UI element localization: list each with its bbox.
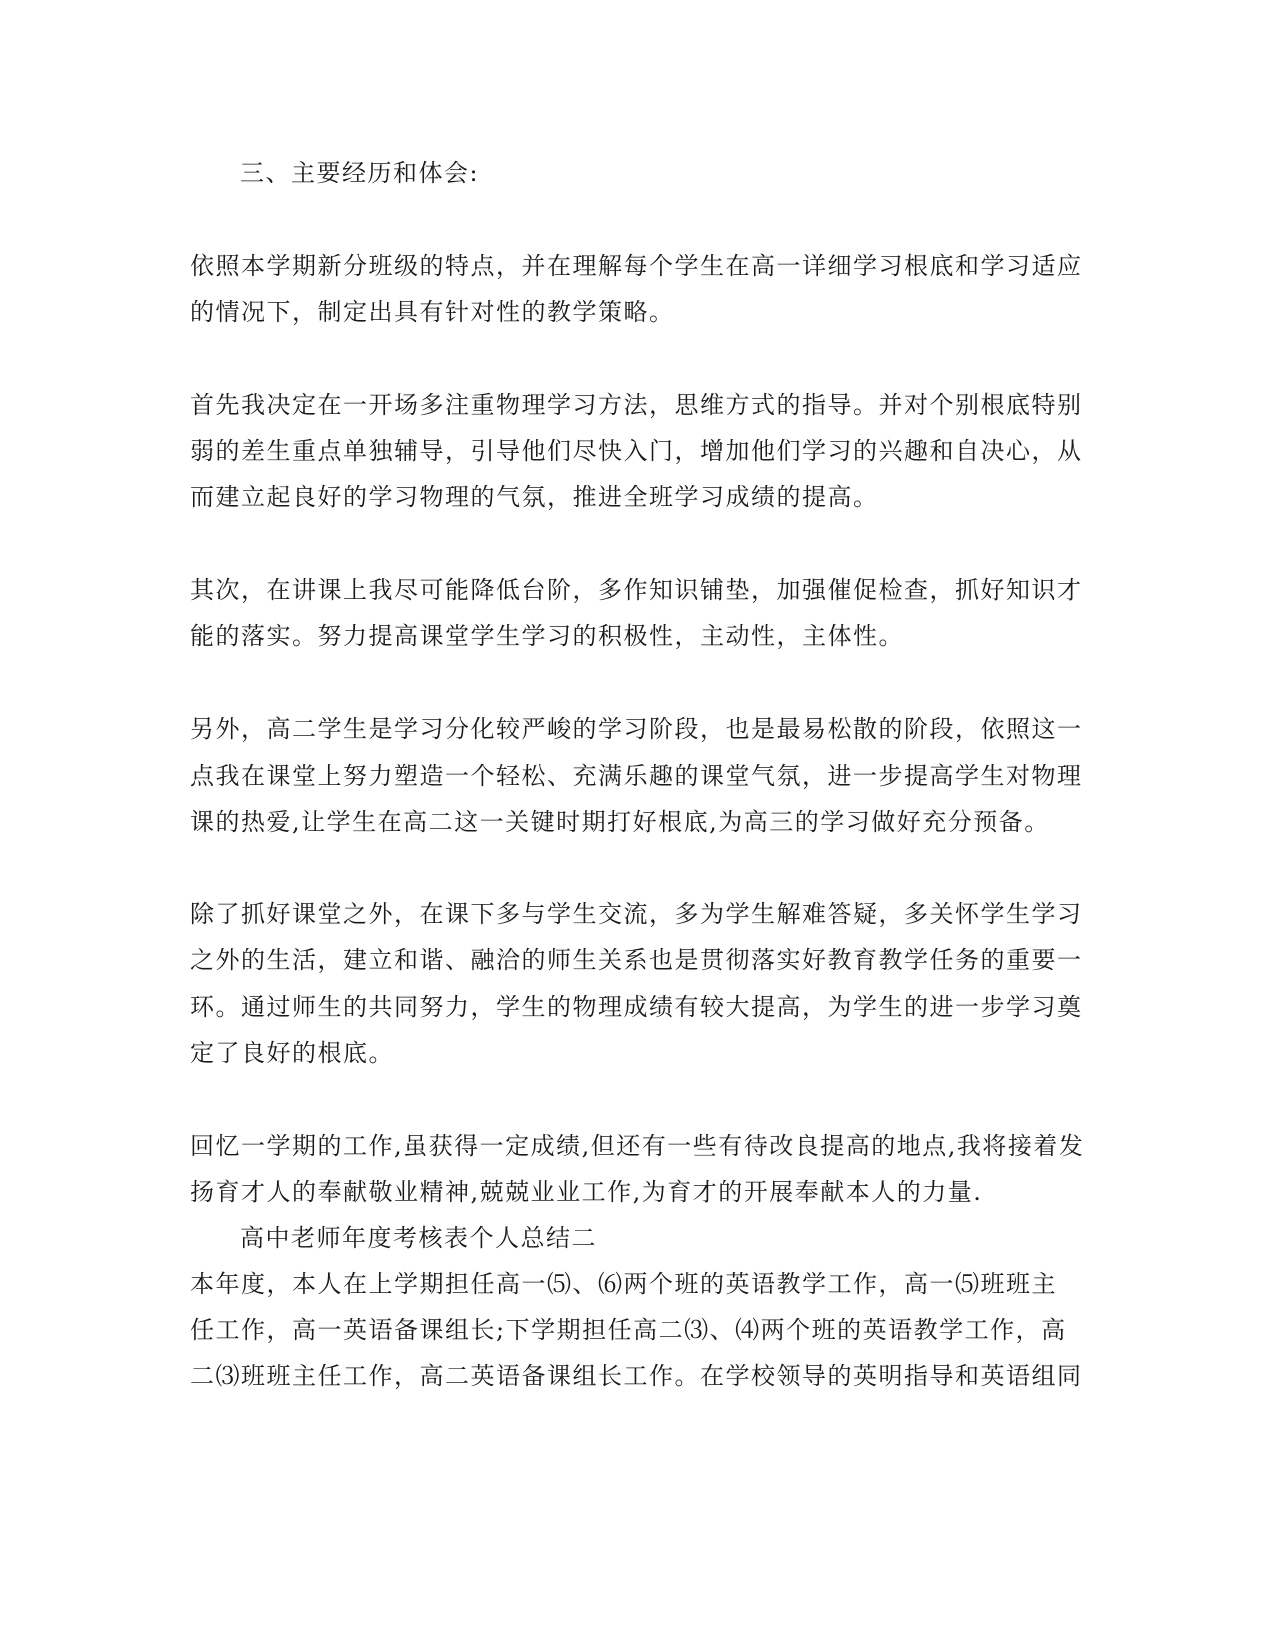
paragraph-line: 回忆一学期的工作,虽获得一定成绩,但还有一些有待改良提高的地点,我将接着发	[190, 1132, 1085, 1160]
paragraph-line: 任工作，高一英语备课组长;下学期担任高二⑶、⑷两个班的英语教学工作，高	[190, 1316, 1067, 1344]
paragraph-line: 除了抓好课堂之外，在课下多与学生交流，多为学生解难答疑，多关怀学生学习	[190, 900, 1083, 928]
paragraph-line: 环。通过师生的共同努力，学生的物理成绩有较大提高，为学生的进一步学习奠	[190, 993, 1083, 1021]
paragraph-line: 扬育才人的奉献敬业精神,兢兢业业工作,为育才的开展奉献本人的力量.	[190, 1178, 983, 1206]
paragraph-line: 弱的差生重点单独辅导，引导他们尽快入门，增加他们学习的兴趣和自决心，从	[190, 437, 1083, 465]
paragraph-line: 的情况下，制定出具有针对性的教学策略。	[190, 298, 675, 326]
paragraph-line: 另外，高二学生是学习分化较严峻的学习阶段，也是最易松散的阶段，依照这一	[190, 715, 1083, 743]
paragraph-line: 依照本学期新分班级的特点，并在理解每个学生在高一详细学习根底和学习适应	[190, 252, 1083, 280]
paragraph-line: 其次，在讲课上我尽可能降低台阶，多作知识铺垫，加强催促检查，抓好知识才	[190, 576, 1083, 604]
paragraph-line: 课的热爱,让学生在高二这一关键时期打好根底,为高三的学习做好充分预备。	[190, 808, 1050, 836]
paragraph-line: 二⑶班班主任工作，高二英语备课组长工作。在学校领导的英明指导和英语组同	[190, 1362, 1083, 1390]
paragraph-line: 定了良好的根底。	[190, 1039, 394, 1067]
paragraph-line: 点我在课堂上努力塑造一个轻松、充满乐趣的课堂气氛，进一步提高学生对物理	[190, 762, 1083, 790]
section-heading: 三、主要经历和体会:	[240, 159, 480, 187]
section-title: 高中老师年度考核表个人总结二	[240, 1224, 597, 1252]
paragraph-line: 首先我决定在一开场多注重物理学习方法，思维方式的指导。并对个别根底特别	[190, 391, 1083, 419]
paragraph-line: 之外的生活，建立和谐、融洽的师生关系也是贯彻落实好教育教学任务的重要一	[190, 946, 1083, 974]
paragraph-line: 能的落实。努力提高课堂学生学习的积极性，主动性，主体性。	[190, 622, 904, 650]
paragraph-line: 而建立起良好的学习物理的气氛，推进全班学习成绩的提高。	[190, 483, 879, 511]
paragraph-line: 本年度，本人在上学期担任高一⑸、⑹两个班的英语教学工作，高一⑸班班主	[190, 1270, 1057, 1298]
